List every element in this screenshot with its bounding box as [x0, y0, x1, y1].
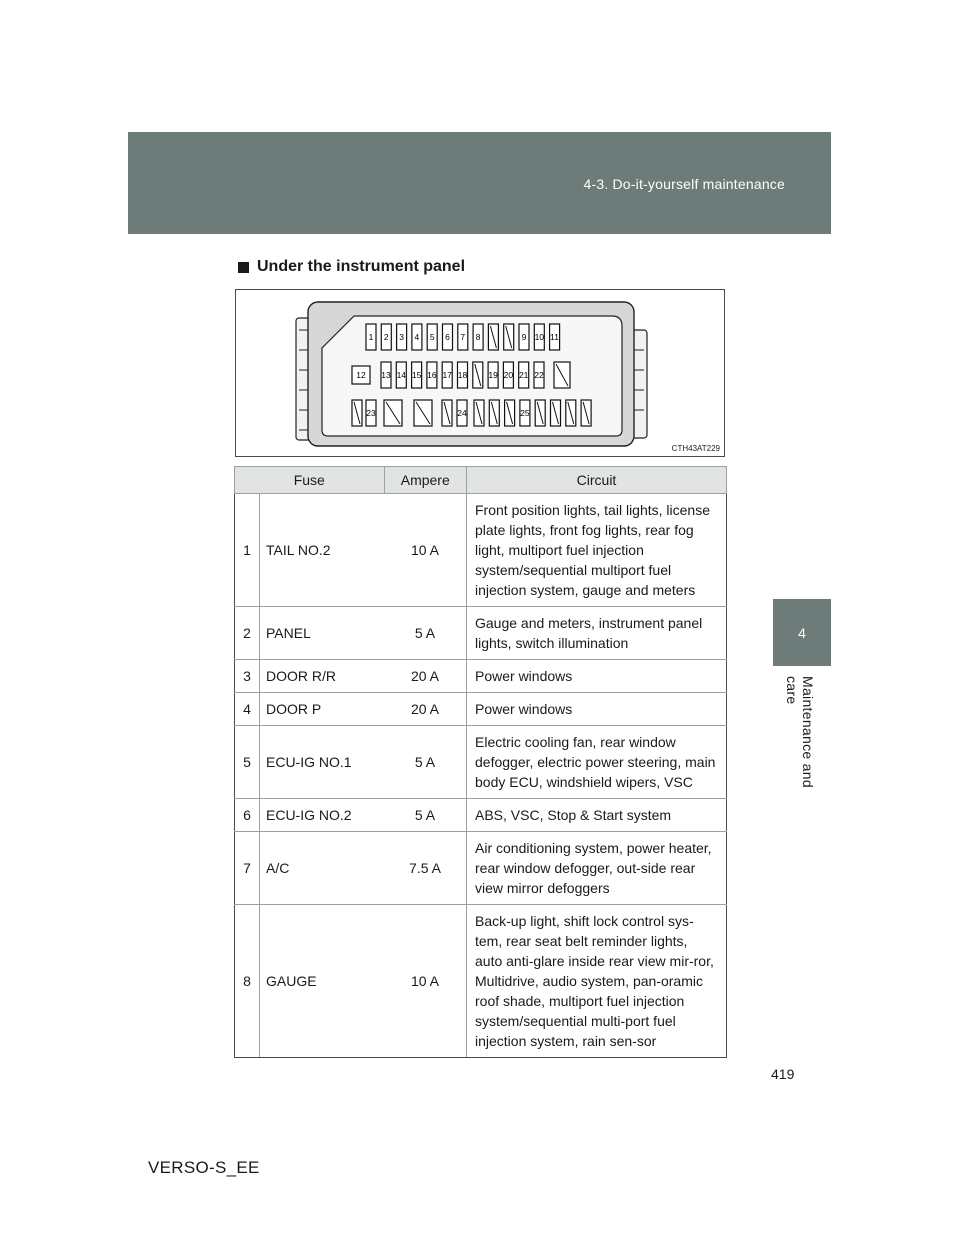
fuse-name: DOOR P [260, 693, 385, 726]
fuse-slot [503, 362, 513, 388]
empty-fuse-slot [535, 400, 545, 426]
header-band [128, 132, 831, 234]
fuse-ampere: 10 A [384, 494, 467, 607]
fuse-slot [520, 400, 530, 426]
fuse-label: 2 [383, 332, 389, 342]
table-row [235, 660, 727, 693]
page-number: 419 [771, 1066, 795, 1082]
fuse-label: 7 [460, 332, 466, 342]
fuse-circuit: Gauge and meters, instrument panel lights, switch illumination [467, 607, 727, 660]
header-circuit: Circuit [467, 467, 727, 494]
fuse-slot [443, 324, 453, 350]
fuse-slot [366, 400, 376, 426]
empty-fuse-slot [504, 324, 514, 350]
fuse-slot [473, 324, 483, 350]
fuse-circuit: Power windows [467, 660, 727, 693]
fuse-number: 5 [235, 726, 260, 799]
fuse-label: 11 [550, 332, 560, 342]
fuse-slot [519, 324, 529, 350]
empty-fuse-slot [474, 400, 484, 426]
fuse-ampere: 10 A [384, 905, 467, 1058]
fuse-circuit: Back-up light, shift lock control sys-tem, rear seat belt reminder lights, auto anti-glare inside rear view mir-ror, Multidrive, audio system, pan-oramic roof shade, multiport fuel injection system/sequential multi-port fuel injection system, rain sen-sor [467, 905, 727, 1058]
fuse-label: 12 [356, 370, 366, 380]
empty-fuse-slot [489, 400, 499, 426]
fuse-number: 7 [235, 832, 260, 905]
fuse-name: TAIL NO.2 [260, 494, 385, 607]
fuse-slot [458, 324, 468, 350]
fuse-label: 3 [399, 332, 404, 342]
fuse-name: PANEL [260, 607, 385, 660]
fuse-slot [381, 362, 391, 388]
empty-fuse-slot [505, 400, 515, 426]
table-row [235, 693, 727, 726]
fuse-slot [427, 324, 437, 350]
fuse-number: 3 [235, 660, 260, 693]
fuse-slot [550, 324, 560, 350]
fuse-slot [534, 324, 544, 350]
fuse-box-diagram [235, 289, 725, 457]
fuse-label: 18 [457, 370, 468, 380]
chapter-tab: 4 [773, 599, 831, 666]
fuse-number: 2 [235, 607, 260, 660]
fuse-label: 14 [396, 370, 407, 380]
fuse-label: 9 [521, 332, 527, 342]
fuse-ampere: 5 A [384, 726, 467, 799]
figure-code: CTH43AT229 [671, 444, 720, 453]
fuse-circuit: Front position lights, tail lights, license plate lights, front fog lights, rear fog light, multiport fuel injection system/sequential multiport fuel injection system, gauge and meters [467, 494, 727, 607]
fuse-label: 17 [442, 370, 452, 380]
fuse-slot [397, 324, 407, 350]
fuse-label: 10 [534, 332, 545, 342]
table-header-row [235, 467, 727, 494]
fuse-slot [519, 362, 529, 388]
fuse-label: 6 [445, 332, 450, 342]
section-heading-text: Under the instrument panel [257, 258, 466, 275]
fuse-ampere: 20 A [384, 693, 467, 726]
fuse-slot [427, 362, 437, 388]
fuse-label: 23 [366, 408, 376, 418]
fuse-number: 6 [235, 799, 260, 832]
empty-fuse-slot [414, 400, 432, 426]
fuse-slot [381, 324, 391, 350]
fuse-slot [488, 362, 498, 388]
fuse-slot [534, 362, 544, 388]
fuse-label: 13 [381, 370, 391, 380]
section-heading [238, 258, 465, 276]
fuse-label: 22 [534, 370, 544, 380]
fuse-slot [412, 324, 422, 350]
empty-fuse-slot [581, 400, 591, 426]
fuse-name: GAUGE [260, 905, 385, 1058]
empty-fuse-slot [566, 400, 576, 426]
empty-fuse-slot [384, 400, 402, 426]
fuse-circuit: ABS, VSC, Stop & Start system [467, 799, 727, 832]
fuse-label: 5 [429, 332, 435, 342]
section-breadcrumb: 4-3. Do-it-yourself maintenance [583, 176, 785, 192]
fuse-table [234, 466, 727, 1058]
document-code: VERSO-S_EE [148, 1158, 260, 1177]
fuse-name: ECU-IG NO.1 [260, 726, 385, 799]
fuse-ampere: 7.5 A [384, 832, 467, 905]
fuse-label: 21 [518, 370, 529, 380]
empty-fuse-slot [551, 400, 561, 426]
fuse-number: 4 [235, 693, 260, 726]
fuse-label: 19 [488, 370, 498, 380]
table-row [235, 494, 727, 607]
fuse-label: 1 [368, 332, 374, 342]
empty-fuse-slot [554, 362, 570, 388]
table-row [235, 832, 727, 905]
fuse-ampere: 5 A [384, 799, 467, 832]
table-row [235, 607, 727, 660]
fuse-slot [458, 362, 468, 388]
table-row [235, 905, 727, 1058]
fuse-name: ECU-IG NO.2 [260, 799, 385, 832]
fuse-circuit: Electric cooling fan, rear window defogger, electric power steering, main body ECU, windshield wipers, VSC [467, 726, 727, 799]
fuse-label: 4 [414, 332, 420, 342]
empty-fuse-slot [473, 362, 483, 388]
empty-fuse-slot [442, 400, 452, 426]
empty-fuse-slot [488, 324, 498, 350]
fuse-label: 8 [475, 332, 481, 342]
fuse-slot [366, 324, 376, 350]
fuse-number: 8 [235, 905, 260, 1058]
fuse-slot [412, 362, 422, 388]
chapter-label: Maintenance and care [784, 676, 816, 788]
fuse-circuit: Air conditioning system, power heater, rear window defogger, out-side rear view mirror defoggers [467, 832, 727, 905]
fuse-ampere: 20 A [384, 660, 467, 693]
fuse-ampere: 5 A [384, 607, 467, 660]
fuse-slot [442, 362, 452, 388]
fuse-label: 15 [411, 370, 422, 380]
empty-fuse-slot [352, 400, 362, 426]
fuse-name: A/C [260, 832, 385, 905]
fuse-circuit: Power windows [467, 693, 727, 726]
fuse-label: 25 [520, 408, 530, 418]
table-row [235, 799, 727, 832]
square-bullet-icon [238, 262, 249, 273]
fuse-label: 24 [457, 408, 467, 418]
fuse-slot [352, 366, 370, 384]
table-row [235, 726, 727, 799]
fuse-slot [457, 400, 467, 426]
header-fuse: Fuse [235, 467, 385, 494]
fuse-number: 1 [235, 494, 260, 607]
header-ampere: Ampere [384, 467, 467, 494]
fuse-box-illustration [236, 290, 724, 456]
fuse-label: 20 [503, 370, 514, 380]
fuse-label: 16 [427, 370, 437, 380]
fuse-name: DOOR R/R [260, 660, 385, 693]
fuse-slot [396, 362, 406, 388]
